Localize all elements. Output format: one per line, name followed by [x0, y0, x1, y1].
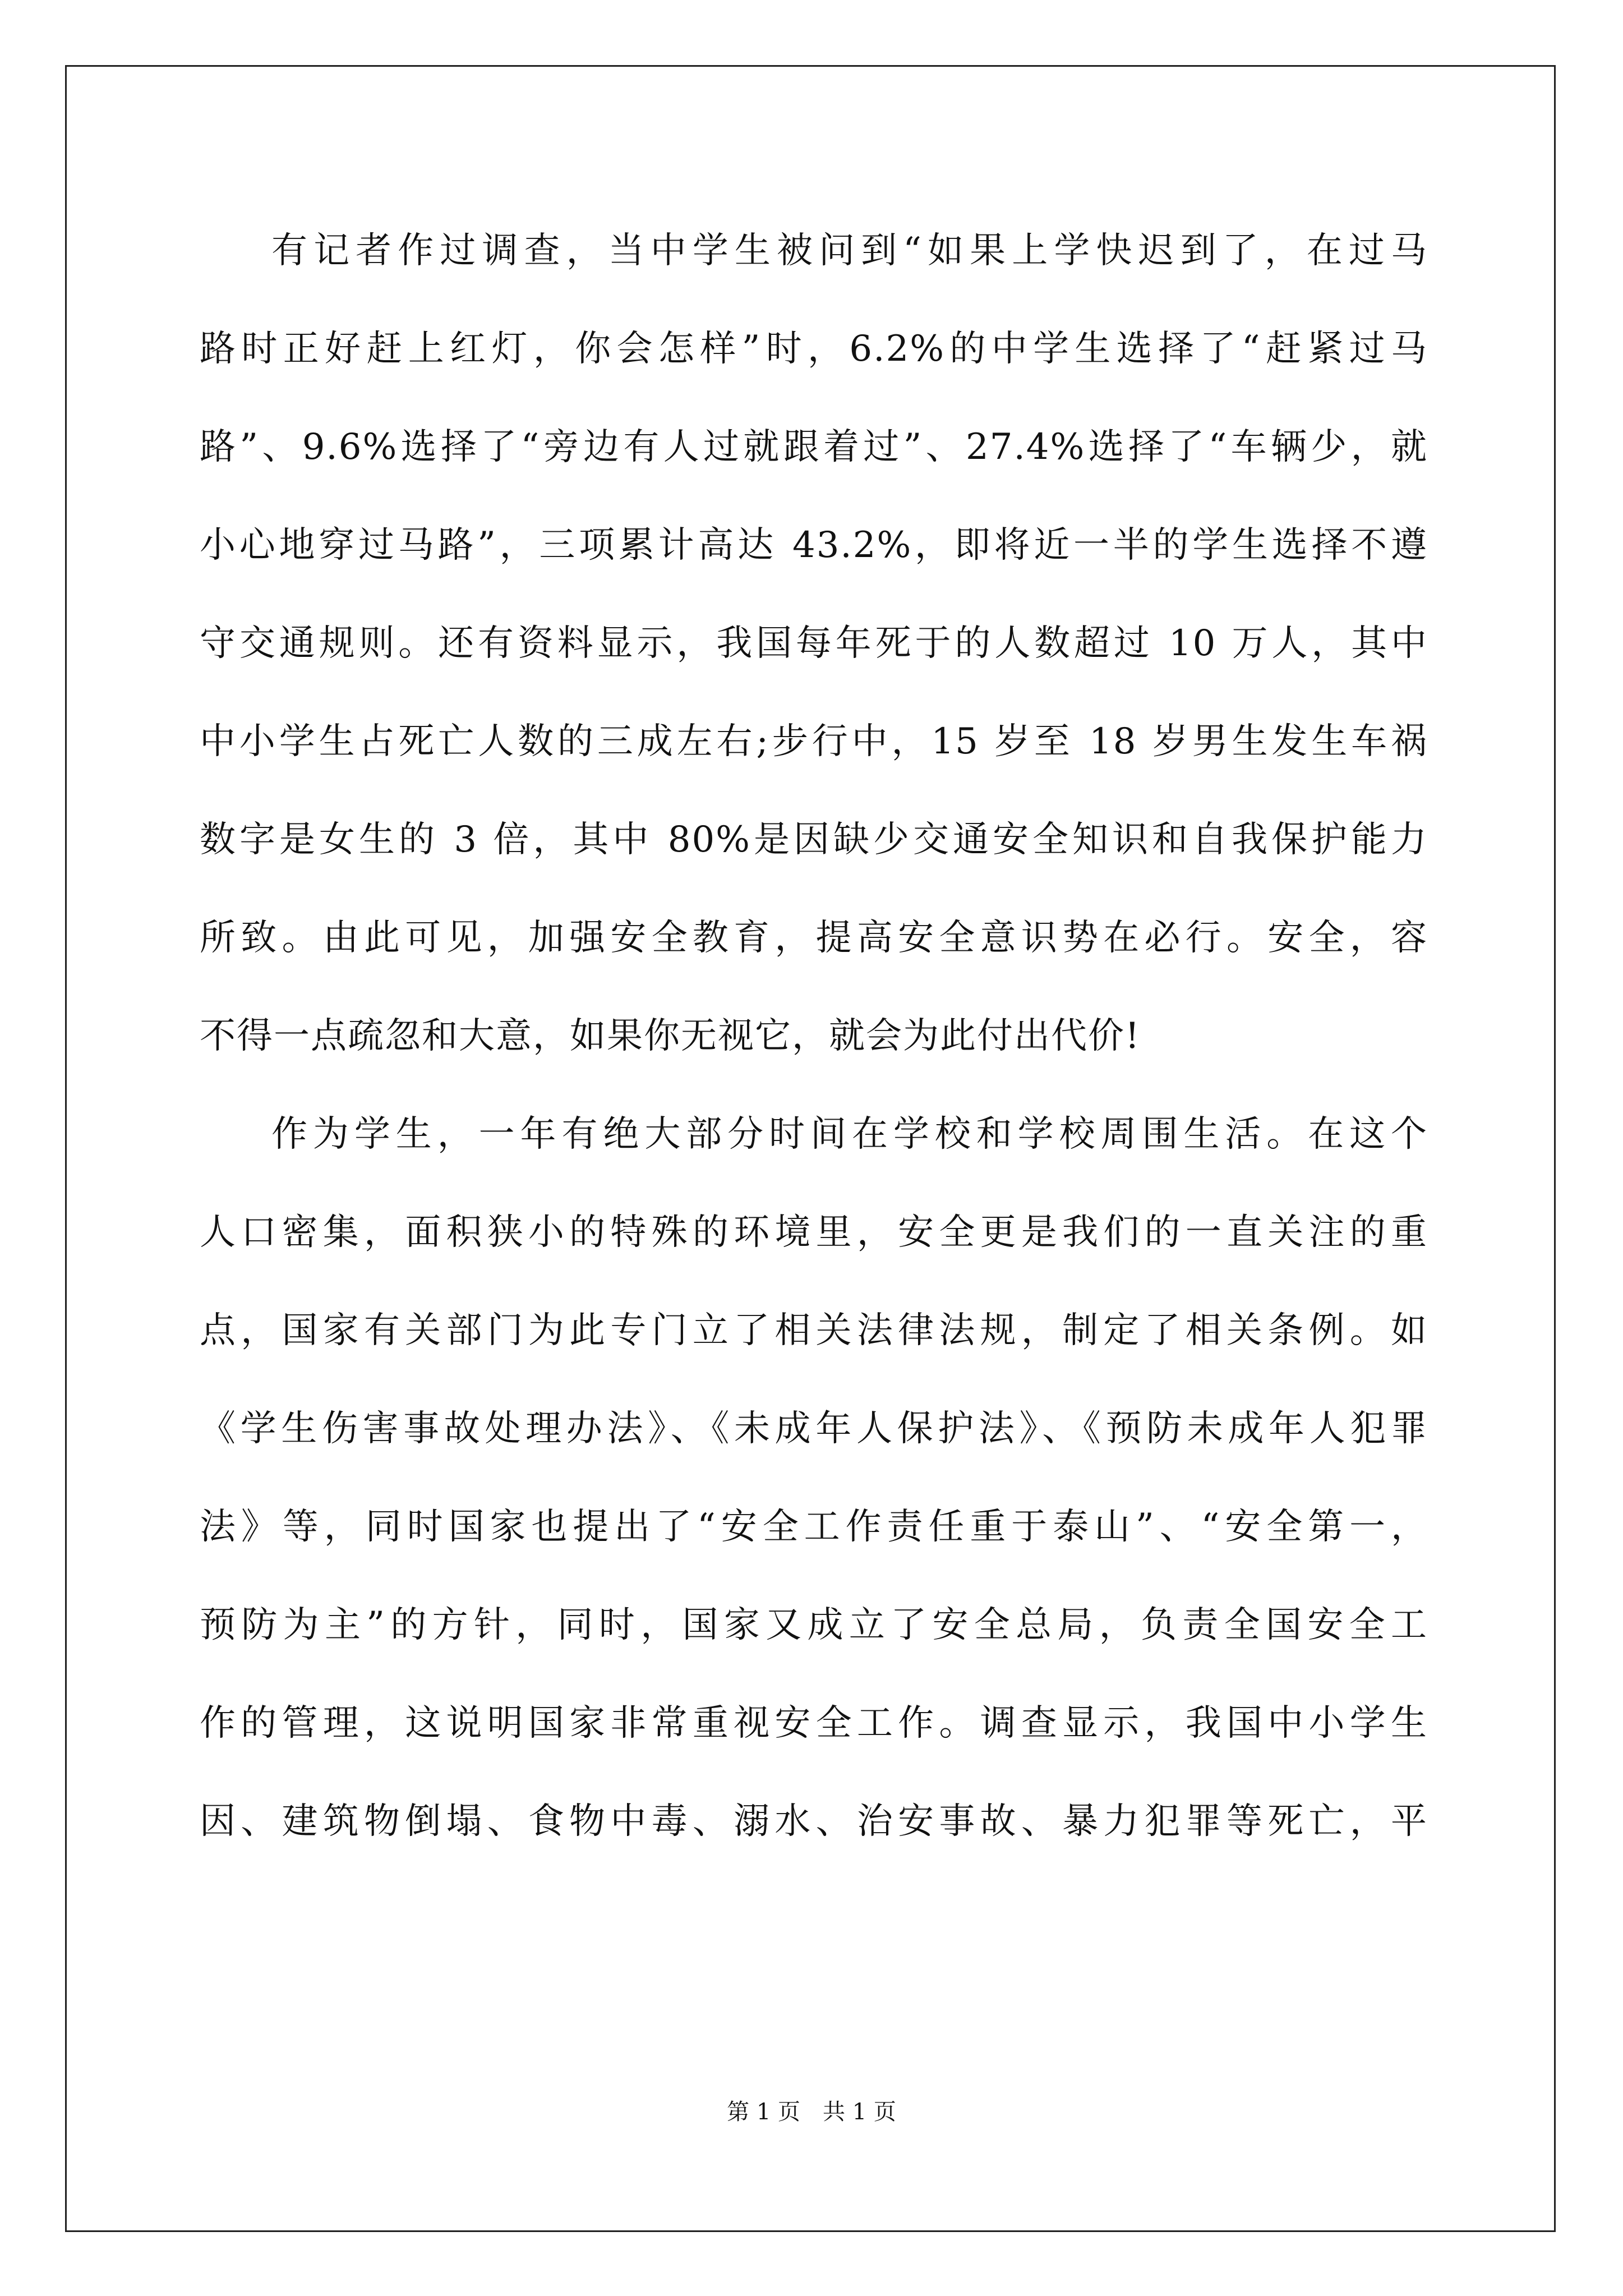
page-number-footer: 第 1 页 共 1 页 — [727, 2099, 896, 2125]
document-body — [200, 202, 1428, 1871]
text-line: 人口密集，面积狭小的特殊的环境里，安全更是我们的一直关注的重 — [200, 1212, 1428, 1253]
text-line: 路时正好赶上红灯，你会怎样”时，6.2%的中学生选择了“赶紧过马 — [200, 328, 1428, 370]
text-line: 预防为主”的方针，同时，国家又成立了安全总局，负责全国安全工 — [200, 1604, 1428, 1646]
text-line: 小心地穿过马路”，三项累计高达 43.2%，即将近一半的学生选择不遵 — [200, 524, 1428, 566]
text-line: 法》等，同时国家也提出了“安全工作责任重于泰山”、“安全第一， — [200, 1506, 1428, 1548]
text-line: 路”、9.6%选择了“旁边有人过就跟着过”、27.4%选择了“车辆少，就 — [200, 426, 1428, 468]
text-line: 所致。由此可见，加强安全教育，提高安全意识势在必行。安全，容 — [200, 917, 1428, 959]
text-line: 有记者作过调查，当中学生被问到“如果上学快迟到了，在过马 — [271, 230, 1428, 272]
paragraph-2 — [200, 1085, 1428, 1871]
paragraph-1 — [200, 202, 1428, 1085]
text-line: 点，国家有关部门为此专门立了相关法律法规，制定了相关条例。如 — [200, 1310, 1428, 1351]
text-line: 不得一点疏忽和大意，如果你无视它，就会为此付出代价! — [200, 1015, 1141, 1057]
text-line: 守交通规则。还有资料显示，我国每年死于的人数超过 10 万人，其中 — [200, 623, 1428, 664]
text-line: 因、建筑物倒塌、食物中毒、溺水、治安事故、暴力犯罪等死亡，平 — [200, 1801, 1428, 1842]
text-line: 数字是女生的 3 倍，其中 80%是因缺少交通安全知识和自我保护能力 — [200, 819, 1428, 861]
text-line: 中小学生占死亡人数的三成左右;步行中，15 岁至 18 岁男生发生车祸 — [200, 721, 1428, 762]
text-line: 作为学生，一年有绝大部分时间在学校和学校周围生活。在这个 — [271, 1114, 1428, 1155]
text-line: 作的管理，这说明国家非常重视安全工作。调查显示，我国中小学生 — [200, 1703, 1428, 1744]
text-line: 《学生伤害事故处理办法》、《未成年人保护法》、《预防未成年人犯罪 — [200, 1408, 1428, 1450]
